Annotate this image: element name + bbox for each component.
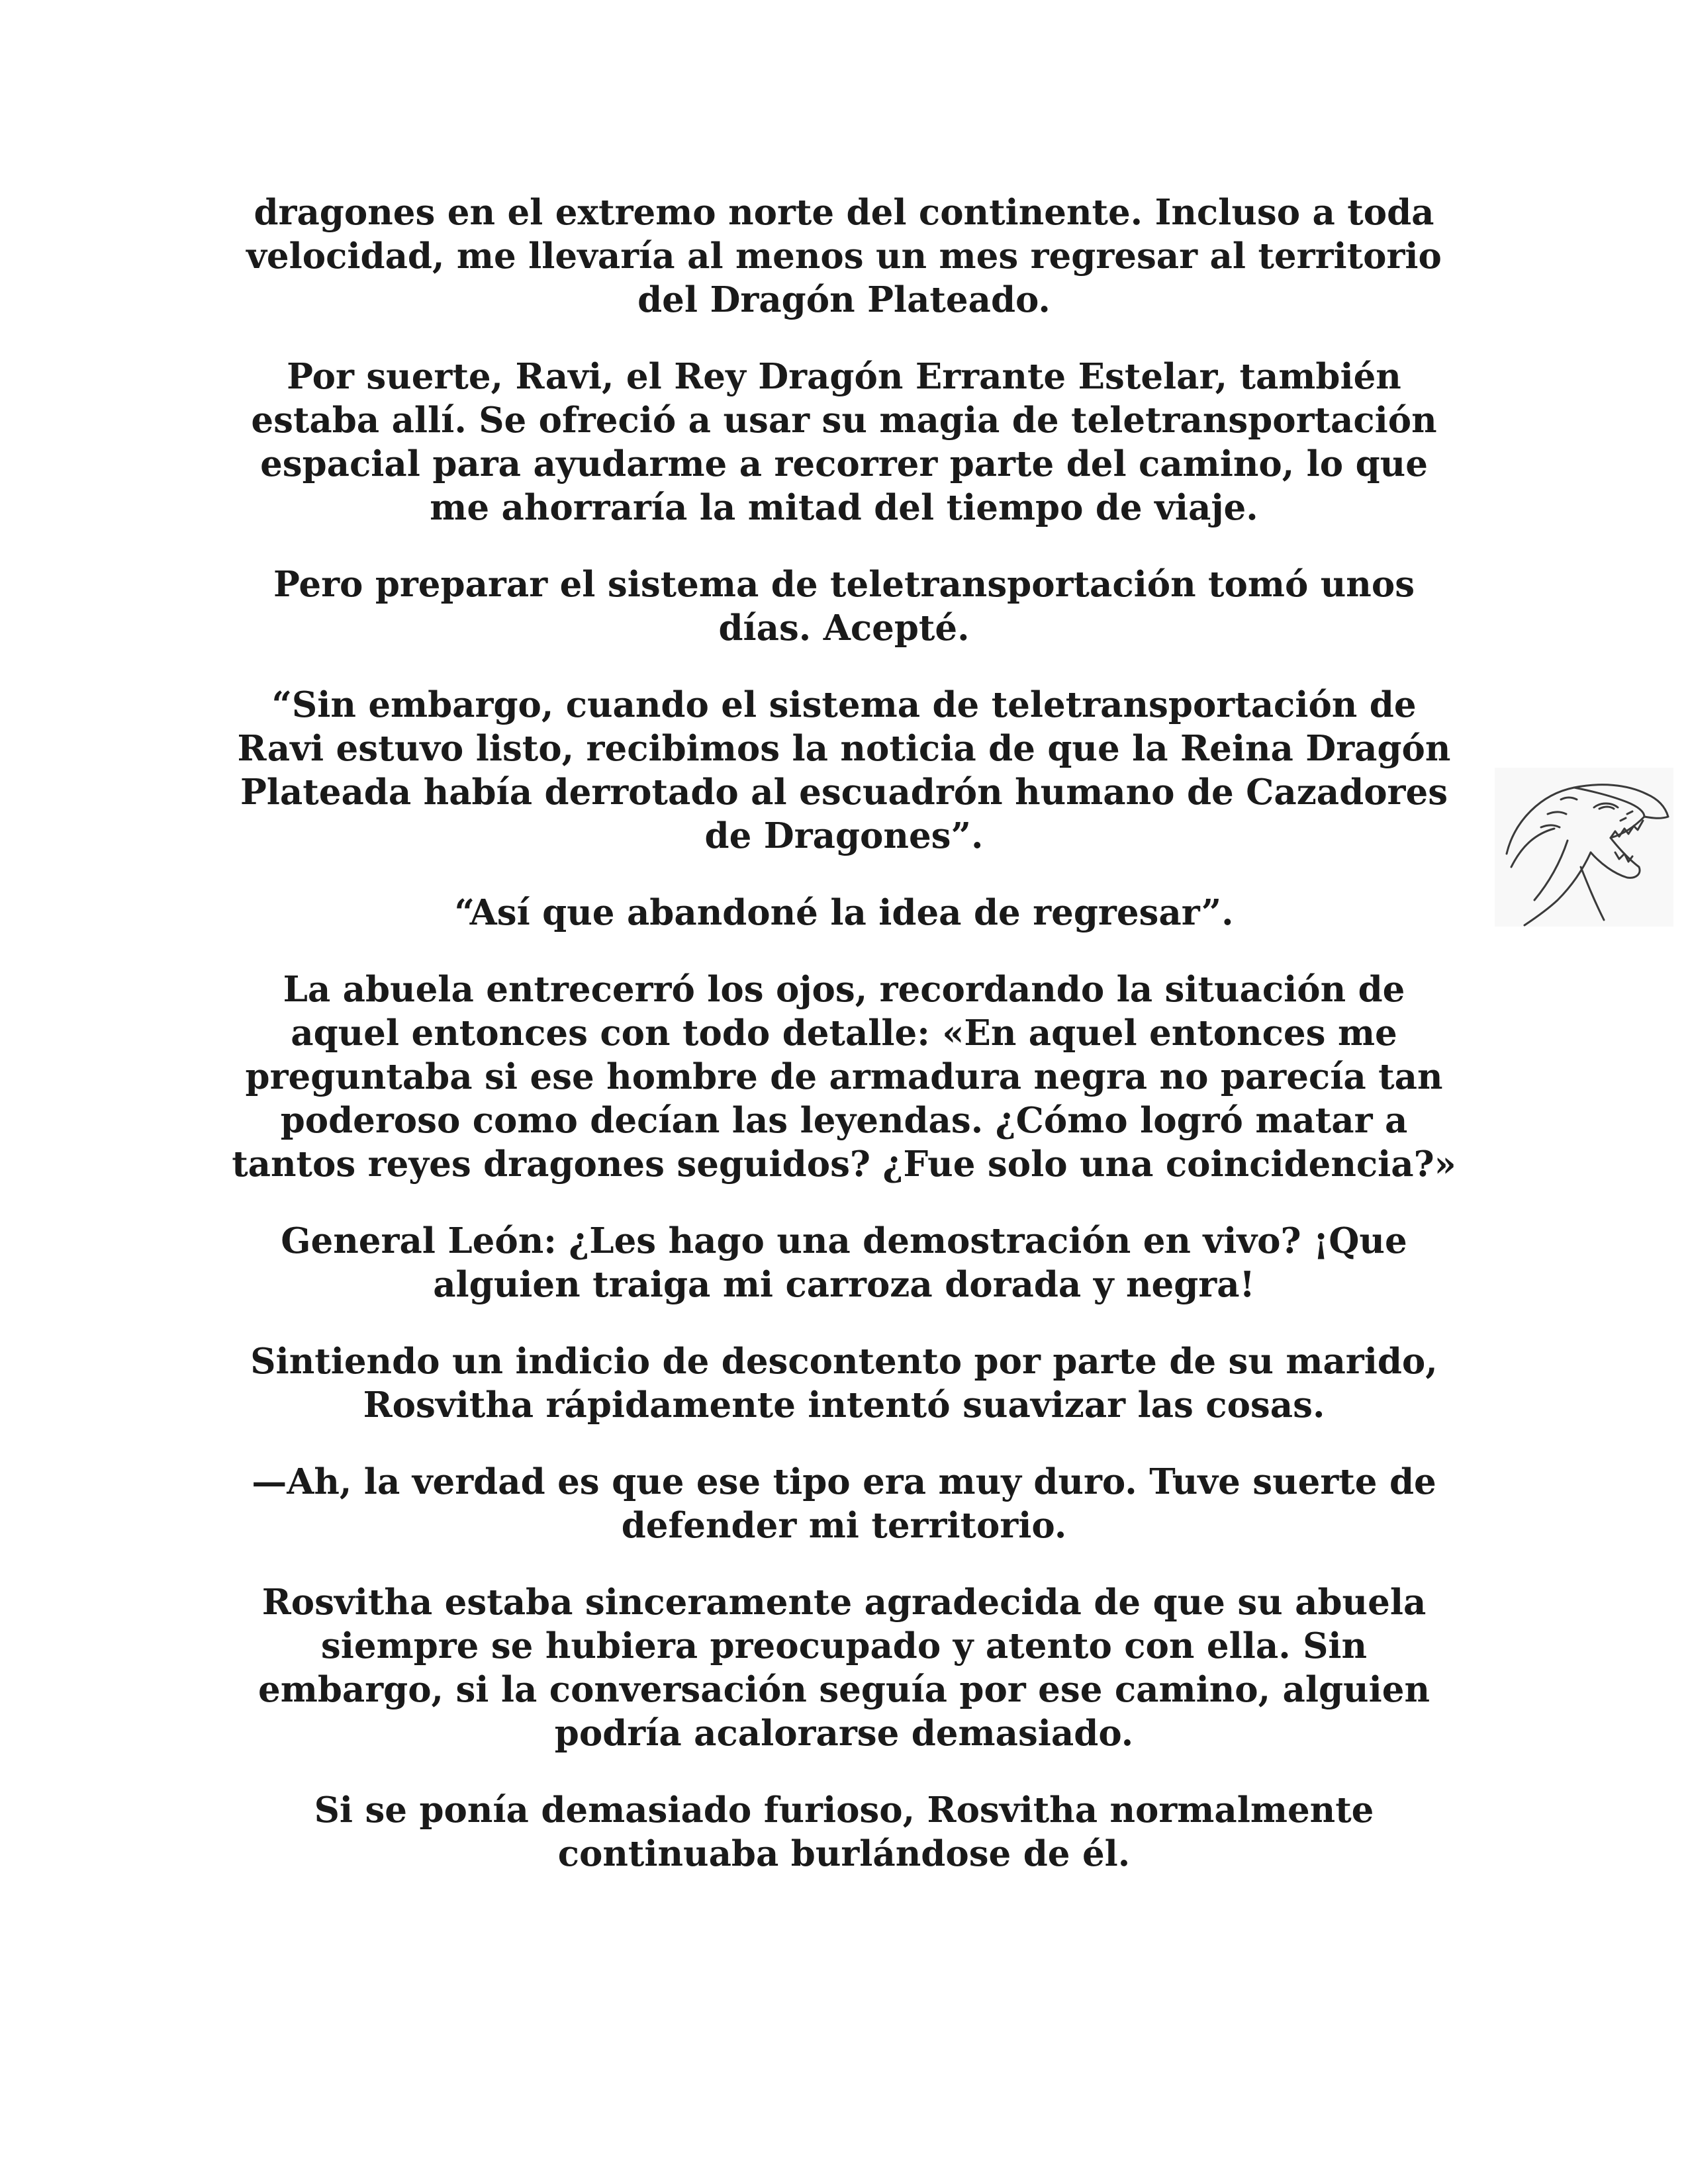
dragon-head-sketch-icon (1495, 768, 1673, 927)
paragraph-1: dragones en el extremo norte del continente. Incluso a toda velocidad, me llevaría al menos un mes regresar al territorio del Dragón Plateado. (246, 192, 1442, 320)
paragraph-4: “Sin embargo, cuando el sistema de teletransportación de Ravi estuvo listo, recibimos la noticia de que la Reina Dragón Plateada había derrotado al escuadrón humano de Cazadores de Dragones”. (237, 684, 1451, 856)
paragraph-2: Por suerte, Ravi, el Rey Dragón Errante Estelar, también estaba allí. Se ofreció a usar su magia de teletransportación espacial para ayudarme a recorrer parte del camino, lo que me ahorraría la mitad del tiempo de viaje. (251, 356, 1437, 528)
paragraph-7: General León: ¿Les hago una demostración en vivo? ¡Que alguien traiga mi carroza dorada y negra! (281, 1220, 1407, 1305)
paragraph-5: “Así que abandoné la idea de regresar”. (454, 892, 1234, 933)
paragraph-10: Rosvitha estaba sinceramente agradecida de que su abuela siempre se hubiera preocupado y atento con ella. Sin embargo, si la conversación seguía por ese camino, alguien podría acalorarse demasiado. (258, 1582, 1430, 1754)
paragraph-6: La abuela entrecerró los ojos, recordando la situación de aquel entonces con todo detalle: «En aquel entonces me preguntaba si ese hombre de armadura negra no parecía tan poderoso como decían las leyendas. ¿Cómo logró matar a tantos reyes dragones seguidos? ¿Fue solo una coincidencia?» (232, 969, 1456, 1185)
paragraph-9: —Ah, la verdad es que ese tipo era muy duro. Tuve suerte de defender mi territorio. (252, 1461, 1436, 1546)
paragraph-8: Sintiendo un indicio de descontento por parte de su marido, Rosvitha rápidamente intentó suavizar las cosas. (250, 1341, 1438, 1426)
paragraph-11: Si se ponía demasiado furioso, Rosvitha normalmente continuaba burlándose de él. (314, 1790, 1374, 1874)
paragraph-3: Pero preparar el sistema de teletransportación tomó unos días. Acepté. (273, 564, 1415, 649)
body-text (225, 191, 1463, 1909)
